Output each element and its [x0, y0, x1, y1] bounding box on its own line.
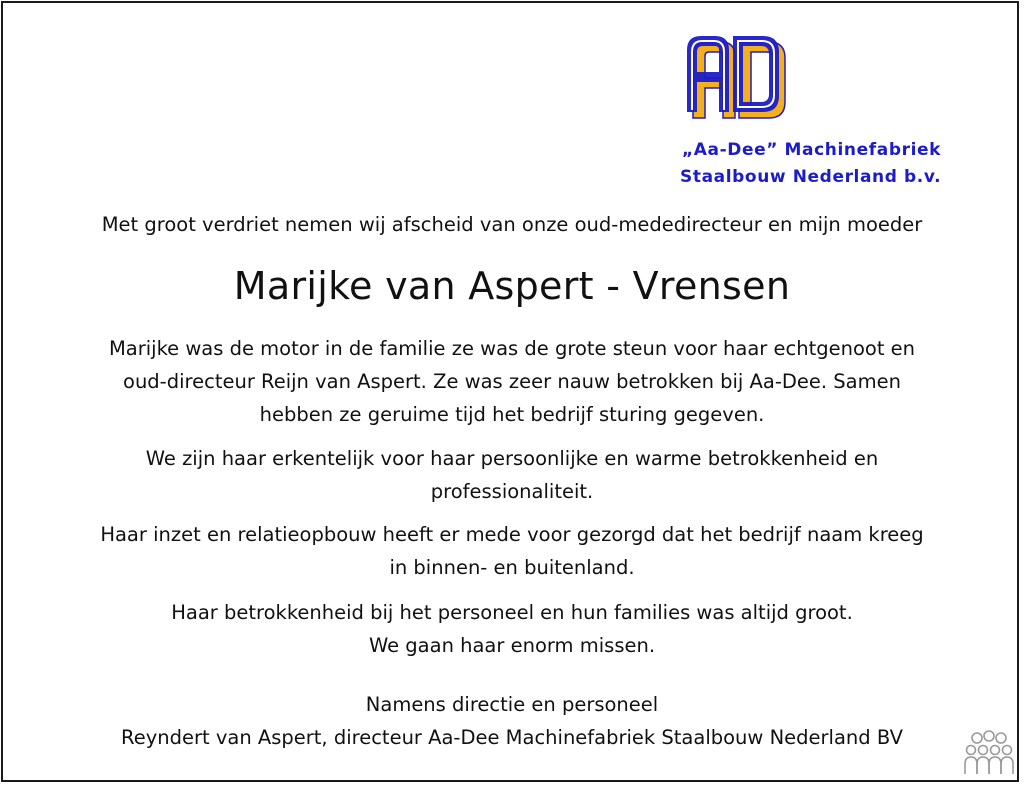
paragraph-line: professionaliteit. — [430, 480, 594, 503]
paragraph-4 — [0, 596, 1024, 662]
paragraph-line: Haar betrokkenheid bij het personeel en hun families was altijd groot. — [171, 601, 853, 624]
logo-company-line-1: „Aa-Dee” Machinefabriek — [682, 140, 942, 160]
paragraph-line: oud-directeur Reijn van Aspert. Ze was zeer nauw betrokken bij Aa-Dee. Samen — [123, 370, 901, 393]
intro-text: Met groot verdriet nemen wij afscheid van onze oud-mededirecteur en mijn moeder — [101, 213, 923, 236]
company-logo — [680, 30, 980, 190]
paragraph-line: We gaan haar enorm missen. — [368, 634, 656, 657]
signature-line-1: Namens directie en personeel — [365, 693, 659, 716]
family-people-icon — [962, 730, 1016, 776]
paragraph-line: in binnen- en buitenland. — [389, 556, 635, 579]
signature-line-2: Reyndert van Aspert, directeur Aa-Dee Machinefabriek Staalbouw Nederland BV — [121, 726, 903, 749]
paragraph-2 — [0, 442, 1024, 508]
deceased-name: Marijke van Aspert - Vrensen — [233, 264, 791, 308]
logo-company-line-2: Staalbouw Nederland b.v. — [680, 167, 942, 187]
aa-dee-logo-mark-icon — [685, 34, 789, 122]
paragraph-line: Haar inzet en relatieopbouw heeft er mede voor gezorgd dat het bedrijf naam kreeg — [100, 523, 924, 546]
signature — [0, 688, 1024, 754]
paragraph-line: We zijn haar erkentelijk voor haar persoonlijke en warme betrokkenheid en — [145, 447, 879, 470]
paragraph-3 — [0, 518, 1024, 584]
paragraph-line: hebben ze geruime tijd het bedrijf sturing gegeven. — [259, 403, 765, 426]
paragraph-1 — [0, 332, 1024, 431]
paragraph-line: Marijke was de motor in de familie ze was de grote steun voor haar echtgenoot en — [108, 337, 916, 360]
